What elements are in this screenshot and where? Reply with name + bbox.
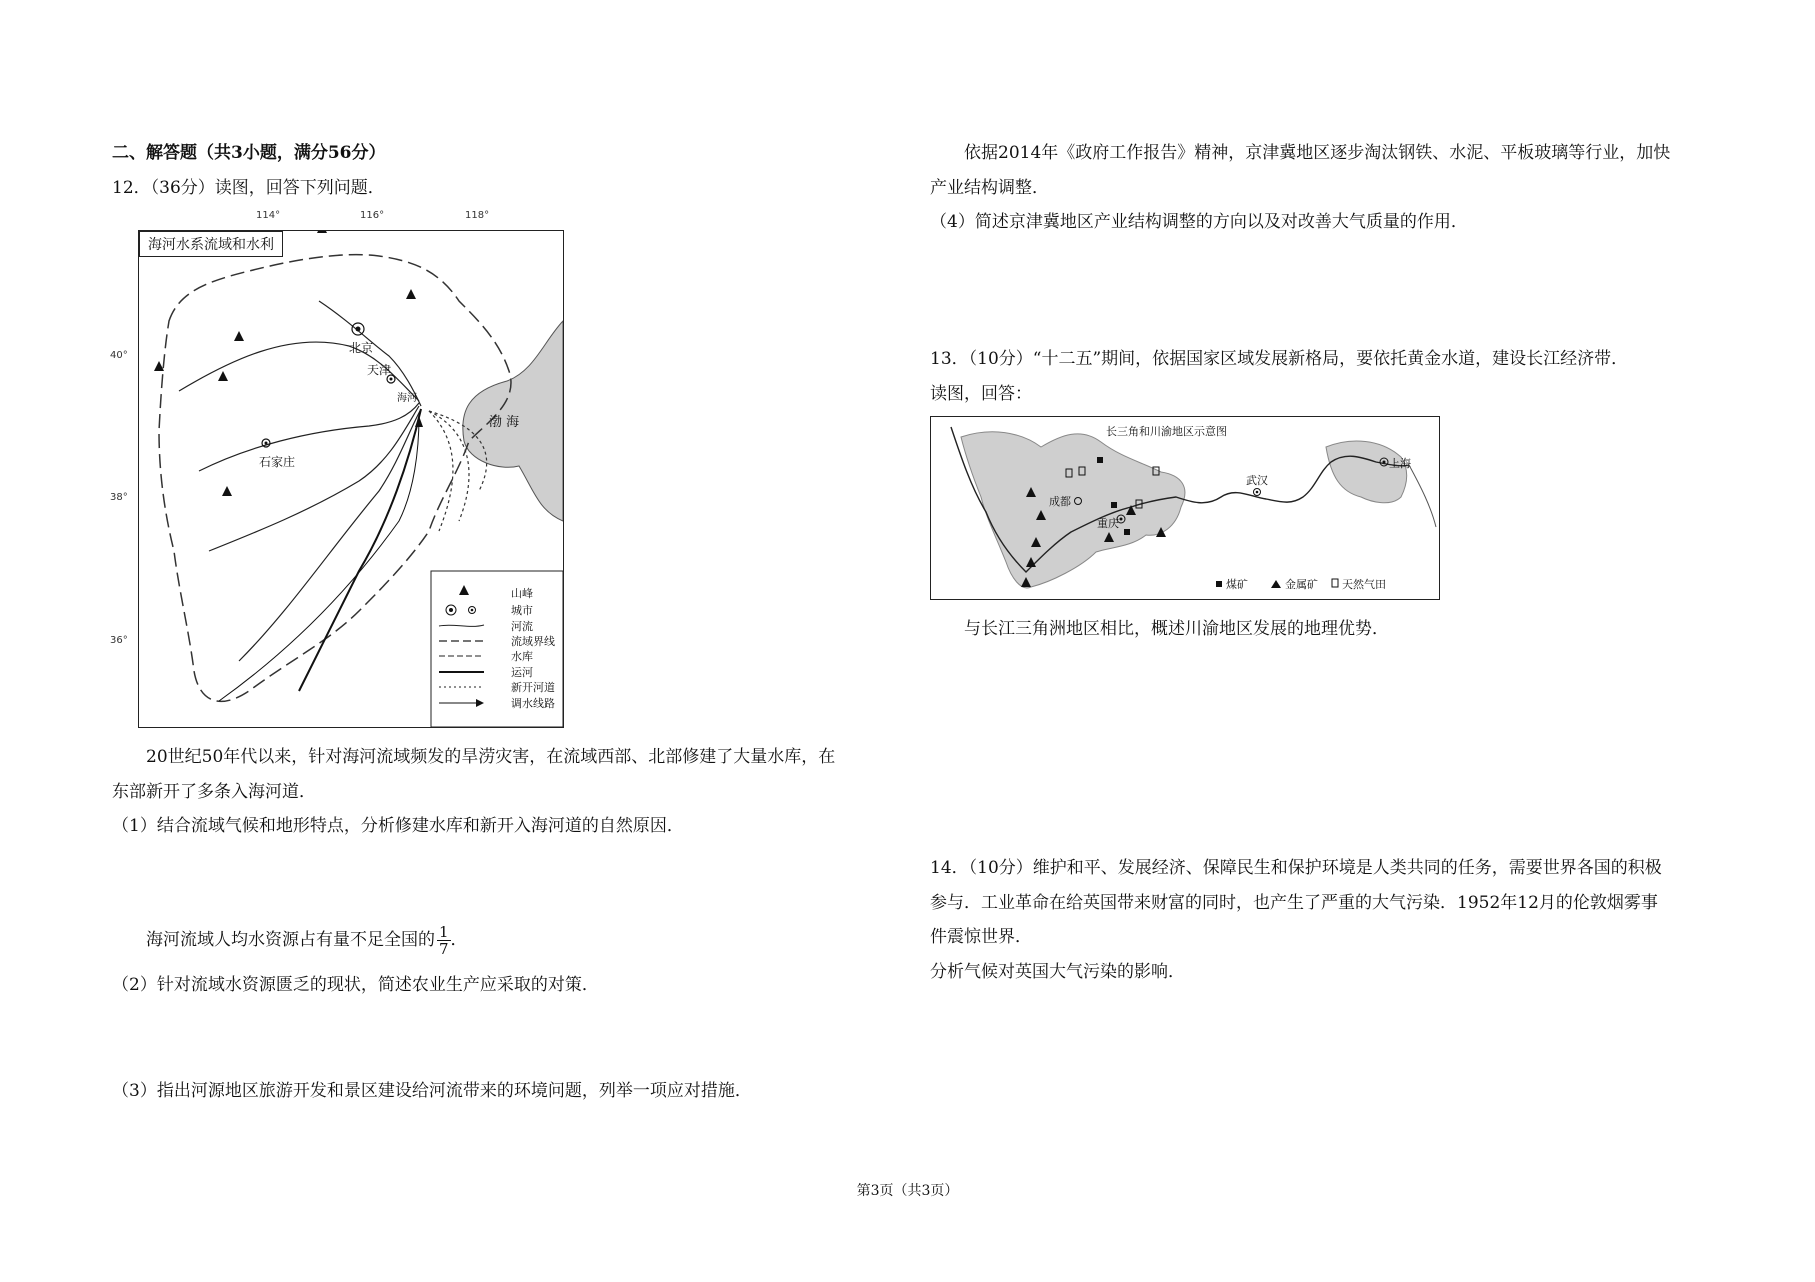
- legend-water-transfer: 调水线路: [511, 697, 555, 710]
- right-para1-line1: 依据2014年《政府工作报告》精神，京津冀地区逐步淘汰钢铁、水泥、平板玻璃等行业，加快: [964, 143, 1671, 163]
- lon-tick-114: 114°: [256, 210, 281, 221]
- yangtze-map-title: 长三角和川渝地区示意图: [1106, 425, 1227, 438]
- q12-stem: 12．（36分）读图，回答下列问题．: [112, 178, 385, 198]
- city-wuhan: 武汉: [1246, 474, 1268, 487]
- lon-tick-118: 118°: [465, 210, 490, 221]
- legend-gas: 天然气田: [1342, 578, 1386, 591]
- fraction-one-seventh: [437, 924, 451, 957]
- city-tianjin: 天津: [367, 363, 392, 377]
- legend-mountain: 山峰: [511, 587, 533, 600]
- lat-tick-36: 36°: [110, 635, 128, 646]
- right-para1-line2: 产业结构调整．: [930, 178, 1049, 198]
- q14-line2: 参与．工业革命在给英国带来财富的同时，也产生了严重的大气污染．1952年12月的伦敦烟雾事: [930, 893, 1658, 913]
- q14-line1: 14．（10分）维护和平、发展经济、保障民生和保护环境是人类共同的任务，需要世界各国的积极: [930, 858, 1662, 878]
- legend-metal: 金属矿: [1285, 578, 1318, 591]
- q12-sub3: （3）指出河源地区旅游开发和景区建设给河流带来的环境问题，列举一项应对措施．: [112, 1081, 752, 1101]
- q12-para2: [146, 920, 468, 960]
- legend-river: 河流: [511, 620, 533, 633]
- lat-tick-40: 40°: [110, 350, 128, 361]
- yangtze-map-drawing: [931, 417, 1439, 599]
- label-bohai: 渤 海: [489, 415, 520, 430]
- city-chongqing: 重庆: [1097, 517, 1119, 530]
- q12-para1-line2: 东部新开了多条入海河道．: [112, 782, 316, 802]
- legend-city: 城市: [511, 604, 533, 617]
- q12-para2-prefix: 海河流域人均水资源占有量不足全国的: [146, 930, 435, 950]
- q14-line3: 件震惊世界．: [930, 927, 1032, 947]
- yangtze-map: [930, 416, 1440, 600]
- q13-question: 与长江三角洲地区相比，概述川渝地区发展的地理优势．: [964, 619, 1389, 639]
- haihe-map-drawing: [139, 231, 563, 727]
- q12-sub4: （4）简述京津冀地区产业结构调整的方向以及对改善大气质量的作用．: [930, 212, 1468, 232]
- fraction-numerator: 1: [439, 923, 449, 941]
- q12-sub1: （1）结合流域气候和地形特点，分析修建水库和新开入海河道的自然原因．: [112, 816, 684, 836]
- q12-para2-suffix: ．: [450, 930, 468, 950]
- q12-sub2: （2）针对流域水资源匮乏的现状，简述农业生产应采取的对策．: [112, 975, 599, 995]
- q13-stem-line1: 13．（10分）“十二五”期间，依据国家区域发展新格局，要依托黄金水道，建设长江经济带．: [930, 349, 1629, 369]
- q14-question: 分析气候对英国大气污染的影响．: [930, 962, 1185, 982]
- legend-reservoir: 水库: [511, 650, 533, 663]
- q12-para1-line1: 20世纪50年代以来，针对海河流域频发的旱涝灾害，在流域西部、北部修建了大量水库，在: [146, 747, 836, 767]
- q13-stem-line2: 读图，回答：: [930, 384, 1032, 404]
- label-haikou: 海河: [397, 393, 417, 404]
- lat-tick-38: 38°: [110, 492, 128, 503]
- haihe-map: [138, 230, 564, 728]
- page-footer: 第3页（共3页）: [856, 1183, 959, 1199]
- city-beijing: 北京: [349, 341, 374, 355]
- city-shijiazhuang: 石家庄: [259, 455, 296, 469]
- city-shanghai: 上海: [1389, 457, 1411, 470]
- lon-tick-116: 116°: [360, 210, 385, 221]
- city-chengdu: 成都: [1049, 495, 1071, 508]
- legend-canal: 运河: [511, 666, 533, 679]
- legend-new-channel: 新开河道: [511, 681, 555, 694]
- haihe-map-title: 海河水系流域和水利: [139, 231, 283, 257]
- legend-coal: 煤矿: [1226, 578, 1248, 591]
- section-title: 二、解答题（共3小题，满分56分）: [112, 143, 386, 163]
- fraction-denominator: 7: [439, 940, 449, 958]
- legend-boundary: 流域界线: [511, 635, 555, 648]
